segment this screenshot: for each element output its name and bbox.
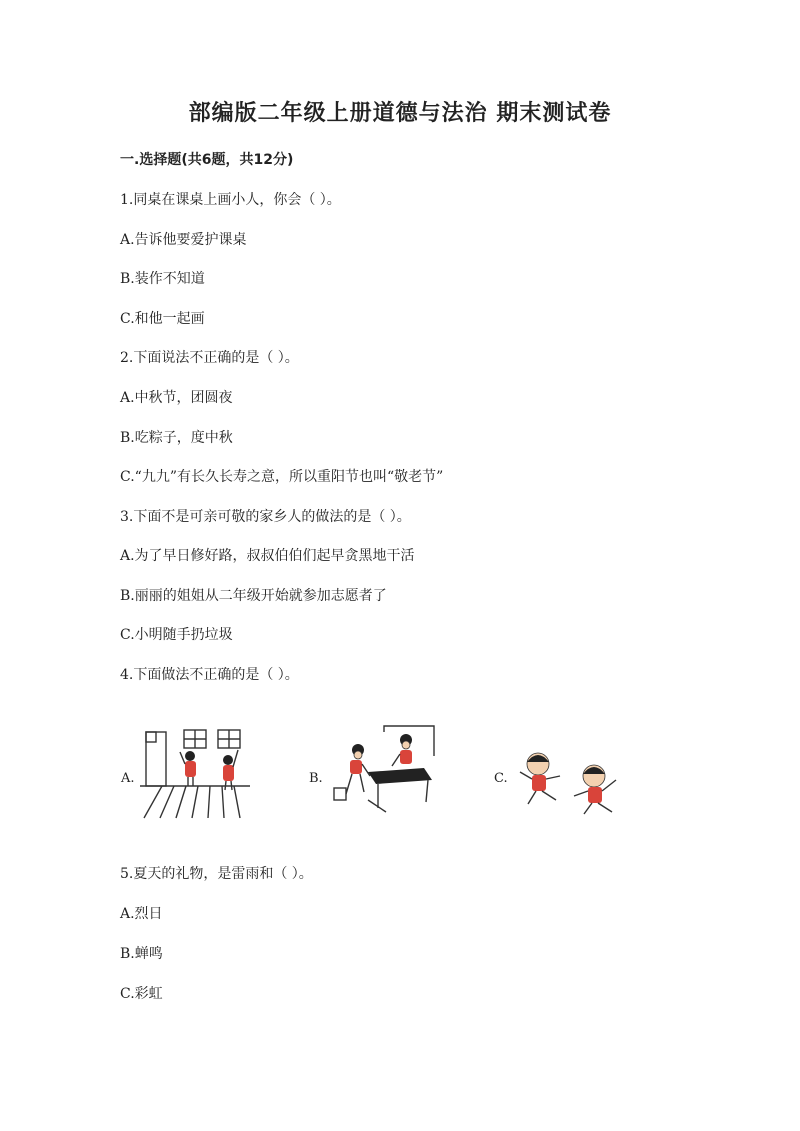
question-5-option-b: B.蝉鸣 xyxy=(120,946,163,962)
page-title: 部编版二年级上册道德与法治 期末测试卷 xyxy=(188,101,612,126)
question-2-option-b: B.吃粽子，度中秋 xyxy=(120,430,233,446)
question-1-option-a: A.告诉他要爱护课桌 xyxy=(120,232,247,248)
question-4-option-a-label: A. xyxy=(121,771,135,786)
question-4-option-c-label: C. xyxy=(494,771,508,786)
question-2-option-c: C.“九九”有长久长寿之意，所以重阳节也叫“敬老节” xyxy=(120,469,444,485)
question-2-stem: 2.下面说法不正确的是（ ）。 xyxy=(120,350,299,366)
question-1-option-b: B.装作不知道 xyxy=(120,271,205,287)
question-1-option-c: C.和他一起画 xyxy=(120,311,205,327)
question-4-stem: 4.下面做法不正确的是（ ）。 xyxy=(120,667,299,683)
question-3-stem: 3.下面不是可亲可敬的家乡人的做法的是（ ）。 xyxy=(120,509,411,525)
question-4-option-b-label: B. xyxy=(309,771,323,786)
child-wiping-table-illustration xyxy=(328,722,440,822)
question-5-stem: 5.夏天的礼物，是雷雨和（ ）。 xyxy=(120,866,313,882)
question-3-option-a: A.为了早日修好路，叔叔伯伯们起早贪黑地干活 xyxy=(120,548,415,564)
question-5-option-c: C.彩虹 xyxy=(120,986,163,1002)
question-2-option-a: A.中秋节，团圆夜 xyxy=(120,390,233,406)
question-5-option-a: A.烈日 xyxy=(120,906,163,922)
question-3-option-b: B.丽丽的姐姐从二年级开始就参加志愿者了 xyxy=(120,588,387,604)
children-fighting-illustration xyxy=(512,746,630,818)
children-cleaning-windows-illustration xyxy=(140,726,250,822)
question-3-option-c: C.小明随手扔垃圾 xyxy=(120,627,233,643)
section-heading: 一.选择题(共6题，共12分) xyxy=(120,152,294,168)
question-1-stem: 1.同桌在课桌上画小人，你会（ ）。 xyxy=(120,192,341,208)
